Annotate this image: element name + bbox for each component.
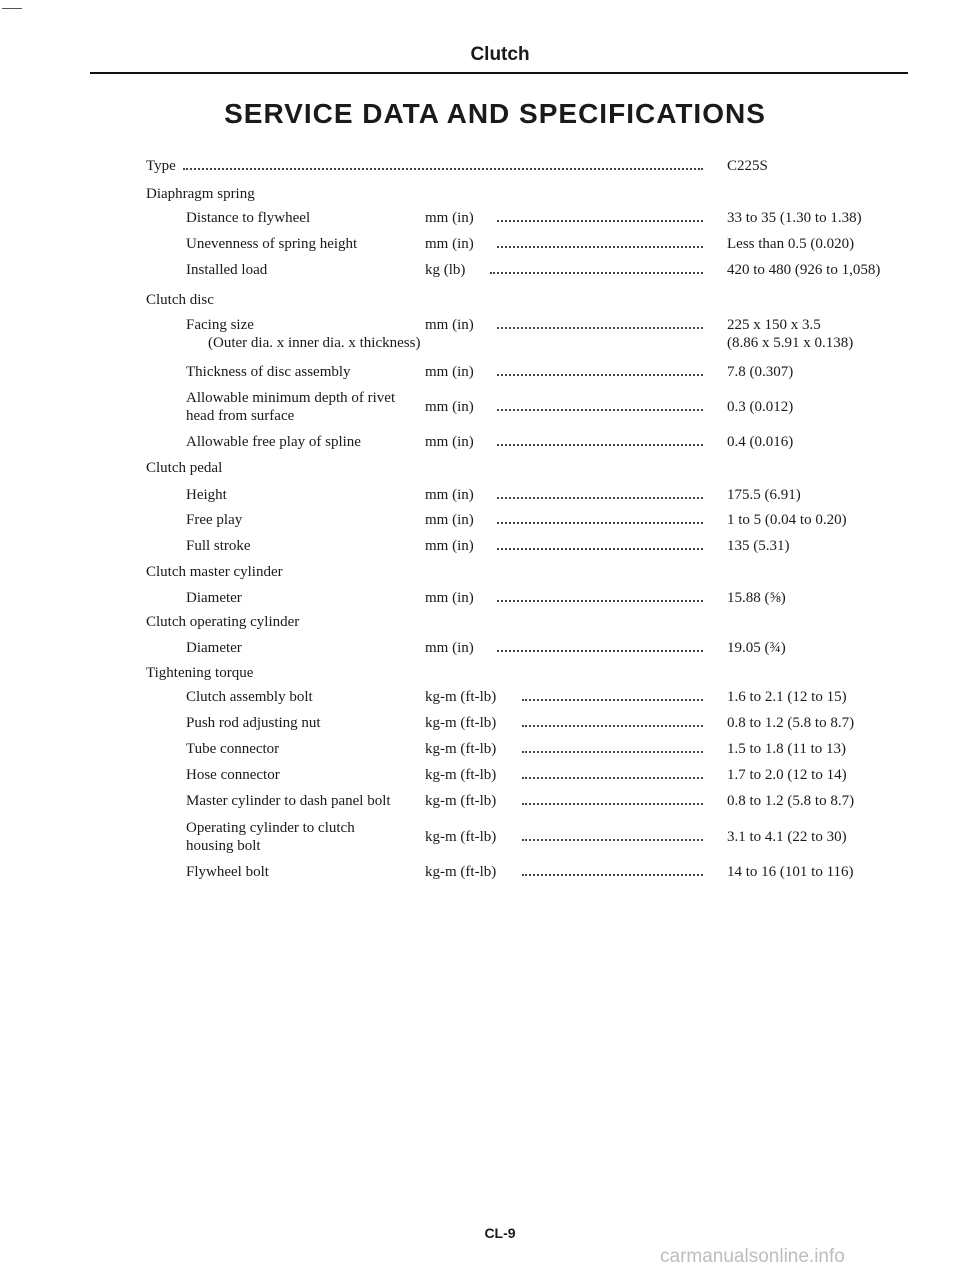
- section-clutch-pedal: [0, 460, 960, 484]
- spec-label: Facing size: [186, 317, 254, 333]
- spec-unit: mm (in): [425, 236, 474, 252]
- dot-leader: [522, 777, 703, 779]
- page-title: SERVICE DATA AND SPECIFICATIONS: [224, 98, 766, 129]
- spec-row: [0, 487, 960, 511]
- spec-row: [0, 538, 960, 562]
- spec-label: Distance to flywheel: [186, 210, 311, 226]
- spec-value: 1.6 to 2.1 (12 to 15): [727, 689, 847, 705]
- spec-label: Clutch assembly bolt: [186, 689, 313, 705]
- spec-unit: mm (in): [425, 512, 474, 528]
- corner-mark: [2, 8, 22, 9]
- spec-value: 14 to 16 (101 to 116): [727, 864, 854, 880]
- section-label: Clutch operating cylinder: [146, 614, 300, 630]
- spec-value: C225S: [727, 158, 768, 174]
- spec-sublabel: (Outer dia. x inner dia. x thickness): [208, 335, 421, 351]
- section-label: Clutch disc: [146, 292, 214, 308]
- spec-label: Unevenness of spring height: [186, 236, 358, 252]
- dot-leader: [490, 272, 703, 274]
- spec-unit: mm (in): [425, 487, 474, 503]
- spec-row: [0, 864, 960, 888]
- spec-label: Allowable minimum depth of rivet: [186, 390, 396, 406]
- spec-value: 33 to 35 (1.30 to 1.38): [727, 210, 862, 226]
- spec-row-sub: [0, 335, 960, 359]
- section-master-cylinder: [0, 564, 960, 588]
- spec-unit: mm (in): [425, 538, 474, 554]
- spec-value: 225 x 150 x 3.5: [727, 317, 821, 333]
- spec-value: 135 (5.31): [727, 538, 790, 554]
- spec-row: [0, 767, 960, 791]
- spec-row: [0, 210, 960, 234]
- spec-row-type: [0, 158, 960, 182]
- spec-row: [0, 689, 960, 713]
- spec-row: [0, 512, 960, 536]
- spec-unit: kg-m (ft-lb): [425, 715, 497, 731]
- spec-label: head from surface: [186, 408, 295, 424]
- spec-unit: mm (in): [425, 399, 474, 415]
- spec-value: 0.8 to 1.2 (5.8 to 8.7): [727, 793, 855, 809]
- watermark: carmanualsonline.info: [660, 1246, 845, 1267]
- section-diaphragm-spring: [0, 186, 960, 210]
- spec-label: Height: [186, 487, 227, 503]
- spec-value: Less than 0.5 (0.020): [727, 236, 855, 252]
- spec-unit: kg-m (ft-lb): [425, 864, 497, 880]
- spec-unit: mm (in): [425, 640, 474, 656]
- spec-value: 1.7 to 2.0 (12 to 14): [727, 767, 847, 783]
- section-label: Clutch master cylinder: [146, 564, 283, 580]
- spec-label: Flywheel bolt: [186, 864, 269, 880]
- spec-value: 0.8 to 1.2 (5.8 to 8.7): [727, 715, 855, 731]
- spec-value: 3.1 to 4.1 (22 to 30): [727, 829, 847, 845]
- dot-leader: [497, 220, 703, 222]
- dot-leader: [522, 803, 703, 805]
- spec-unit: kg-m (ft-lb): [425, 741, 497, 757]
- spec-value-secondary: (8.86 x 5.91 x 0.138): [727, 335, 854, 351]
- dot-leader: [497, 548, 703, 550]
- dot-leader: [522, 751, 703, 753]
- dot-leader: [497, 650, 703, 652]
- spec-unit: mm (in): [425, 364, 474, 380]
- spec-unit: kg-m (ft-lb): [425, 793, 497, 809]
- dot-leader: [522, 699, 703, 701]
- spec-value: 0.4 (0.016): [727, 434, 794, 450]
- spec-row: [0, 715, 960, 739]
- spec-row: [0, 262, 960, 286]
- spec-unit: mm (in): [425, 434, 474, 450]
- spec-value: 420 to 480 (926 to 1,058): [727, 262, 881, 278]
- section-clutch-disc: [0, 292, 960, 316]
- dot-leader: [497, 600, 703, 602]
- spec-value: 15.88 (⅝): [727, 590, 786, 606]
- spec-unit: kg-m (ft-lb): [425, 689, 497, 705]
- dot-leader: [497, 374, 703, 376]
- spec-label: Diameter: [186, 640, 242, 656]
- spec-label: Master cylinder to dash panel bolt: [186, 793, 391, 809]
- spec-value: 1 to 5 (0.04 to 0.20): [727, 512, 847, 528]
- dot-leader: [497, 327, 703, 329]
- section-label: Diaphragm spring: [146, 186, 255, 202]
- spec-label: Operating cylinder to clutch: [186, 820, 355, 836]
- spec-row: [0, 236, 960, 260]
- spec-label: Diameter: [186, 590, 242, 606]
- dot-leader: [497, 246, 703, 248]
- section-operating-cylinder: [0, 614, 960, 638]
- header-rule: [90, 72, 908, 74]
- spec-label: Hose connector: [186, 767, 280, 783]
- spec-unit: kg-m (ft-lb): [425, 767, 497, 783]
- spec-row: [0, 793, 960, 817]
- spec-label: Allowable free play of spline: [186, 434, 361, 450]
- spec-row: [0, 434, 960, 458]
- spec-row: [0, 838, 960, 862]
- spec-row: [0, 590, 960, 614]
- spec-value: 0.3 (0.012): [727, 399, 794, 415]
- spec-unit: kg-m (ft-lb): [425, 829, 497, 845]
- spec-unit: mm (in): [425, 317, 474, 333]
- spec-unit: kg (lb): [425, 262, 466, 278]
- section-label: Tightening torque: [146, 665, 254, 681]
- spec-row: [0, 640, 960, 664]
- section-label: Clutch pedal: [146, 460, 223, 476]
- dot-leader: [497, 444, 703, 446]
- spec-label: Type: [146, 158, 176, 174]
- spec-unit: mm (in): [425, 590, 474, 606]
- dot-leader: [522, 725, 703, 727]
- section-tightening-torque: [0, 665, 960, 689]
- spec-row: [0, 364, 960, 388]
- spec-row: [0, 741, 960, 765]
- spec-label: Installed load: [186, 262, 268, 278]
- spec-value: 19.05 (¾): [727, 640, 786, 656]
- spec-value: 7.8 (0.307): [727, 364, 794, 380]
- spec-unit: mm (in): [425, 210, 474, 226]
- spec-value: 1.5 to 1.8 (11 to 13): [727, 741, 847, 757]
- spec-label: Thickness of disc assembly: [186, 364, 351, 380]
- page-number: CL-9: [484, 1225, 516, 1241]
- dot-leader: [522, 874, 703, 876]
- spec-label: Push rod adjusting nut: [186, 715, 321, 731]
- dot-leader: [183, 168, 703, 170]
- dot-leader: [497, 522, 703, 524]
- spec-label: housing bolt: [186, 838, 261, 854]
- spec-label: Tube connector: [186, 741, 280, 757]
- spec-row: [0, 408, 960, 432]
- page-header-title: Clutch: [470, 44, 530, 65]
- spec-label: Free play: [186, 512, 243, 528]
- spec-label: Full stroke: [186, 538, 251, 554]
- spec-value: 175.5 (6.91): [727, 487, 801, 503]
- dot-leader: [497, 497, 703, 499]
